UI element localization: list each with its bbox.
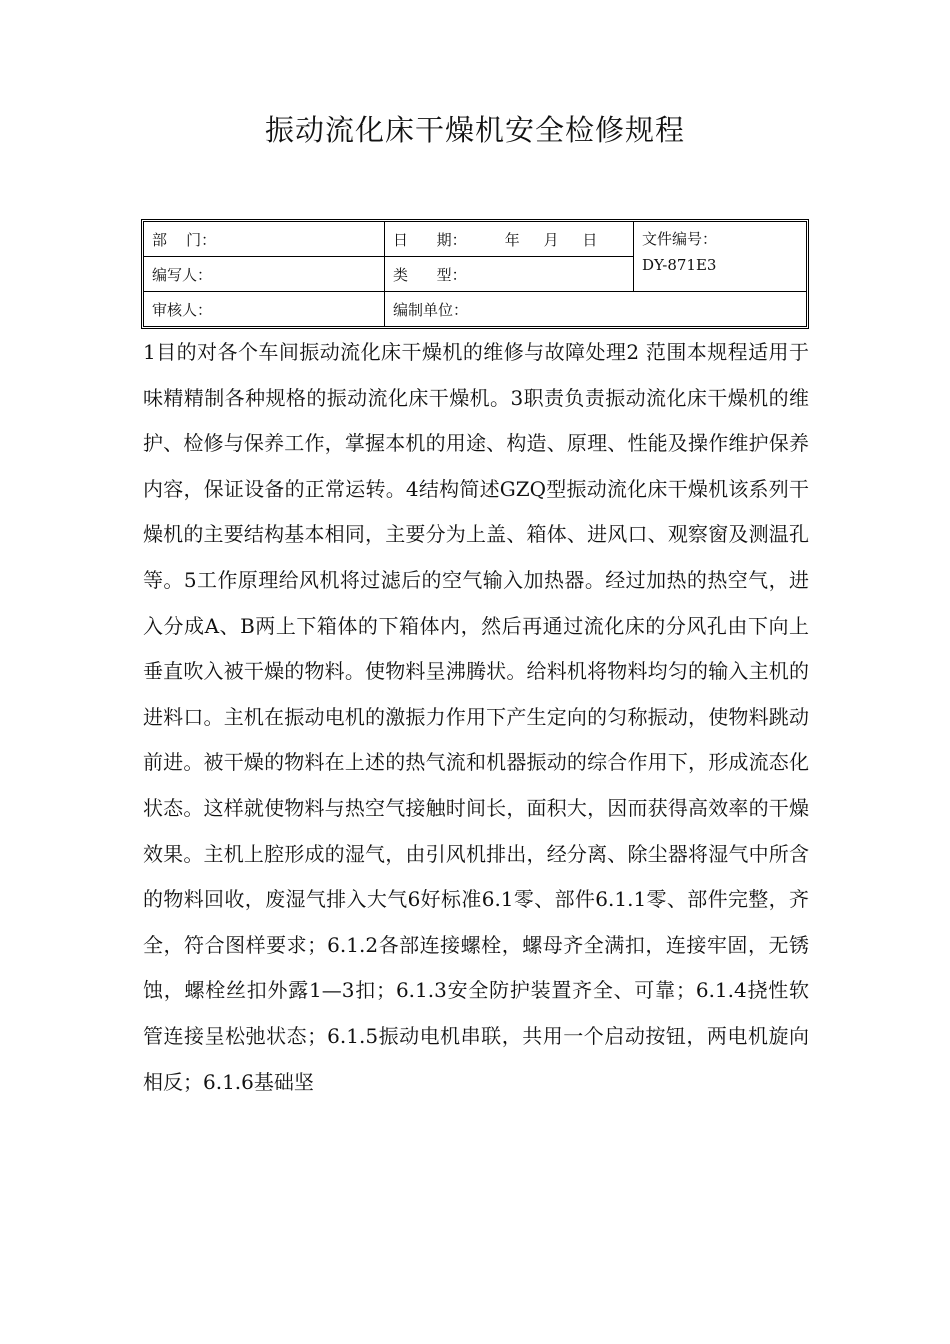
- table-row: [144, 292, 807, 327]
- info-table: [143, 221, 807, 327]
- table-row: [144, 222, 807, 257]
- body-paragraph: 1目的对各个车间振动流化床干燥机的维修与故障处理2 范围本规程适用于味精精制各种规格的振动流化床干燥机。3职责负责振动流化床干燥机的维护、检修与保养工作，掌握本机的用途、构造、原理、性能及操作维护保养内容，保证设备的正常运转。4结构简述GZQ型振动流化床干燥机该系列干燥机的主要结构基本相同，主要分为上盖、箱体、进风口、观察窗及测温孔等。5工作原理给风机将过滤后的空气输入加热器。经过加热的热空气，进入分成A、B两上下箱体的下箱体内，然后再通过流化床的分风孔由下向上垂直吹入被干燥的物料。使物料呈沸腾状。给料机将物料均匀的输入主机的进料口。主机在振动电机的激振力作用下产生定向的匀称振动，使物料跳动前进。被干燥的物料在上述的热气流和机器振动的综合作用下，形成流态化状态。这样就使物料与热空气接触时间长，面积大，因而获得高效率的干燥效果。主机上腔形成的湿气，由引风机排出，经分离、除尘器将湿气中所含的物料回收，废湿气排入大气6好标准6.1零、部件6.1.1零、部件完整，齐全，符合图样要求；6.1.2各部连接螺栓，螺母齐全满扣，连接牢固，无锈蚀，螺栓丝扣外露1—3扣；6.1.3安全防护装置齐全、可靠；6.1.4挠性软管连接呈松弛状态；6.1.5振动电机串联，共用一个启动按钮，两电机旋向相反；6.1.6基础坚: [143, 340, 809, 1094]
- file-number-cell: [634, 222, 807, 292]
- file-number-label: 文件编号：: [642, 230, 718, 248]
- file-number-value: DY-871E3: [642, 256, 717, 274]
- date-cell: 日 期： 年 月 日: [385, 222, 634, 257]
- author-cell: 编写人：: [144, 257, 385, 292]
- unit-cell: 编制单位：: [385, 292, 807, 327]
- type-cell: 类 型：: [385, 257, 634, 292]
- department-cell: 部 门：: [144, 222, 385, 257]
- document-title: 振动流化床干燥机安全检修规程: [264, 113, 685, 147]
- reviewer-cell: 审核人：: [144, 292, 385, 327]
